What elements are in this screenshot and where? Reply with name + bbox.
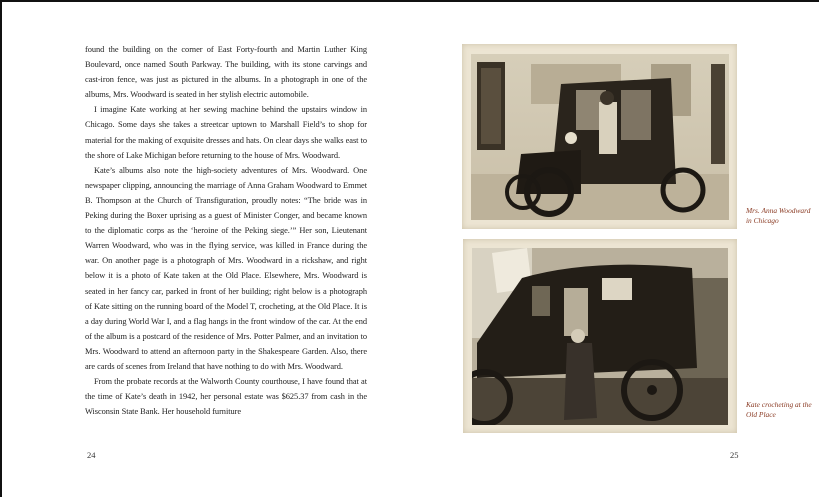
photo-caption: Mrs. Anna Woodward in Chicago [746, 206, 811, 225]
photo-image [472, 248, 728, 425]
car-photo-illustration [471, 54, 729, 220]
model-t-photo-illustration [472, 248, 728, 425]
left-page [2, 2, 412, 499]
body-text [85, 42, 367, 419]
page-number-left: 24 [87, 450, 96, 460]
photo-image [471, 54, 729, 220]
paragraph: found the building on the corner of East Forty-fourth and Martin Luther King Boulevard, once named South Parkway. The building, with its stone carvings and cast-iron fence, was just as pictured in the albums. In a photograph in one of the albums, Mrs. Woodward is seated in her stylish electric automobile. [85, 45, 367, 100]
paragraph: Kate’s albums also note the high-society adventures of Mrs. Woodward. One newspaper clipping, announcing the marriage of Anna Graham Woodward to Emmet B. Thompson at the Church of Transfiguration, proudly notes: “The bride was in Peking during the Boxer uprising as a guest of Minister Conger, and became known to the diplomatic corps as the ‘heroine of the Peking siege.’” Her son, Lieutenant Warren Woodward, who was in the flying service, was killed in France during the war. On another page is a photograph of Mrs. Woodward in a rickshaw, and right below it is a photo of Kate taken at the Old Place. Elsewhere, Mrs. Woodward is seated in her fancy car, parked in front of her building; right below is a photograph of Kate sitting on the running board of the Model T, crocheting, at the Old Place. It is a day during World War I, and a flag hangs in the front window of the car. At the end of the album is a postcard of the residence of Mrs. Potter Palmer, and an invitation to Mrs. Woodward to attend an afternoon party in the Shakespeare Garden. Also, there are cards of scenes from Ireland that have nothing to do with Mrs. Woodward. [85, 165, 367, 371]
paragraph: I imagine Kate working at her sewing machine behind the upstairs window in Chicago. Some days she takes a streetcar uptown to Marshall Field’s to shop for material for the making of exquisite dresses and hats. On clear days she walks east to the shore of Lake Michigan before returning to the house of Mrs. Woodward. [85, 105, 367, 160]
photo-caption: Kate crocheting at the Old Place [746, 400, 812, 419]
right-page [412, 2, 819, 499]
photo-kate-crocheting [463, 239, 737, 433]
photo-woodward-car [462, 44, 737, 229]
page-number-right: 25 [730, 450, 739, 460]
paragraph: From the probate records at the Walworth County courthouse, I have found that at the time of Kate’s death in 1942, her personal estate was $625.37 from cash in the Wisconsin State Bank. Her household furniture [85, 377, 367, 417]
